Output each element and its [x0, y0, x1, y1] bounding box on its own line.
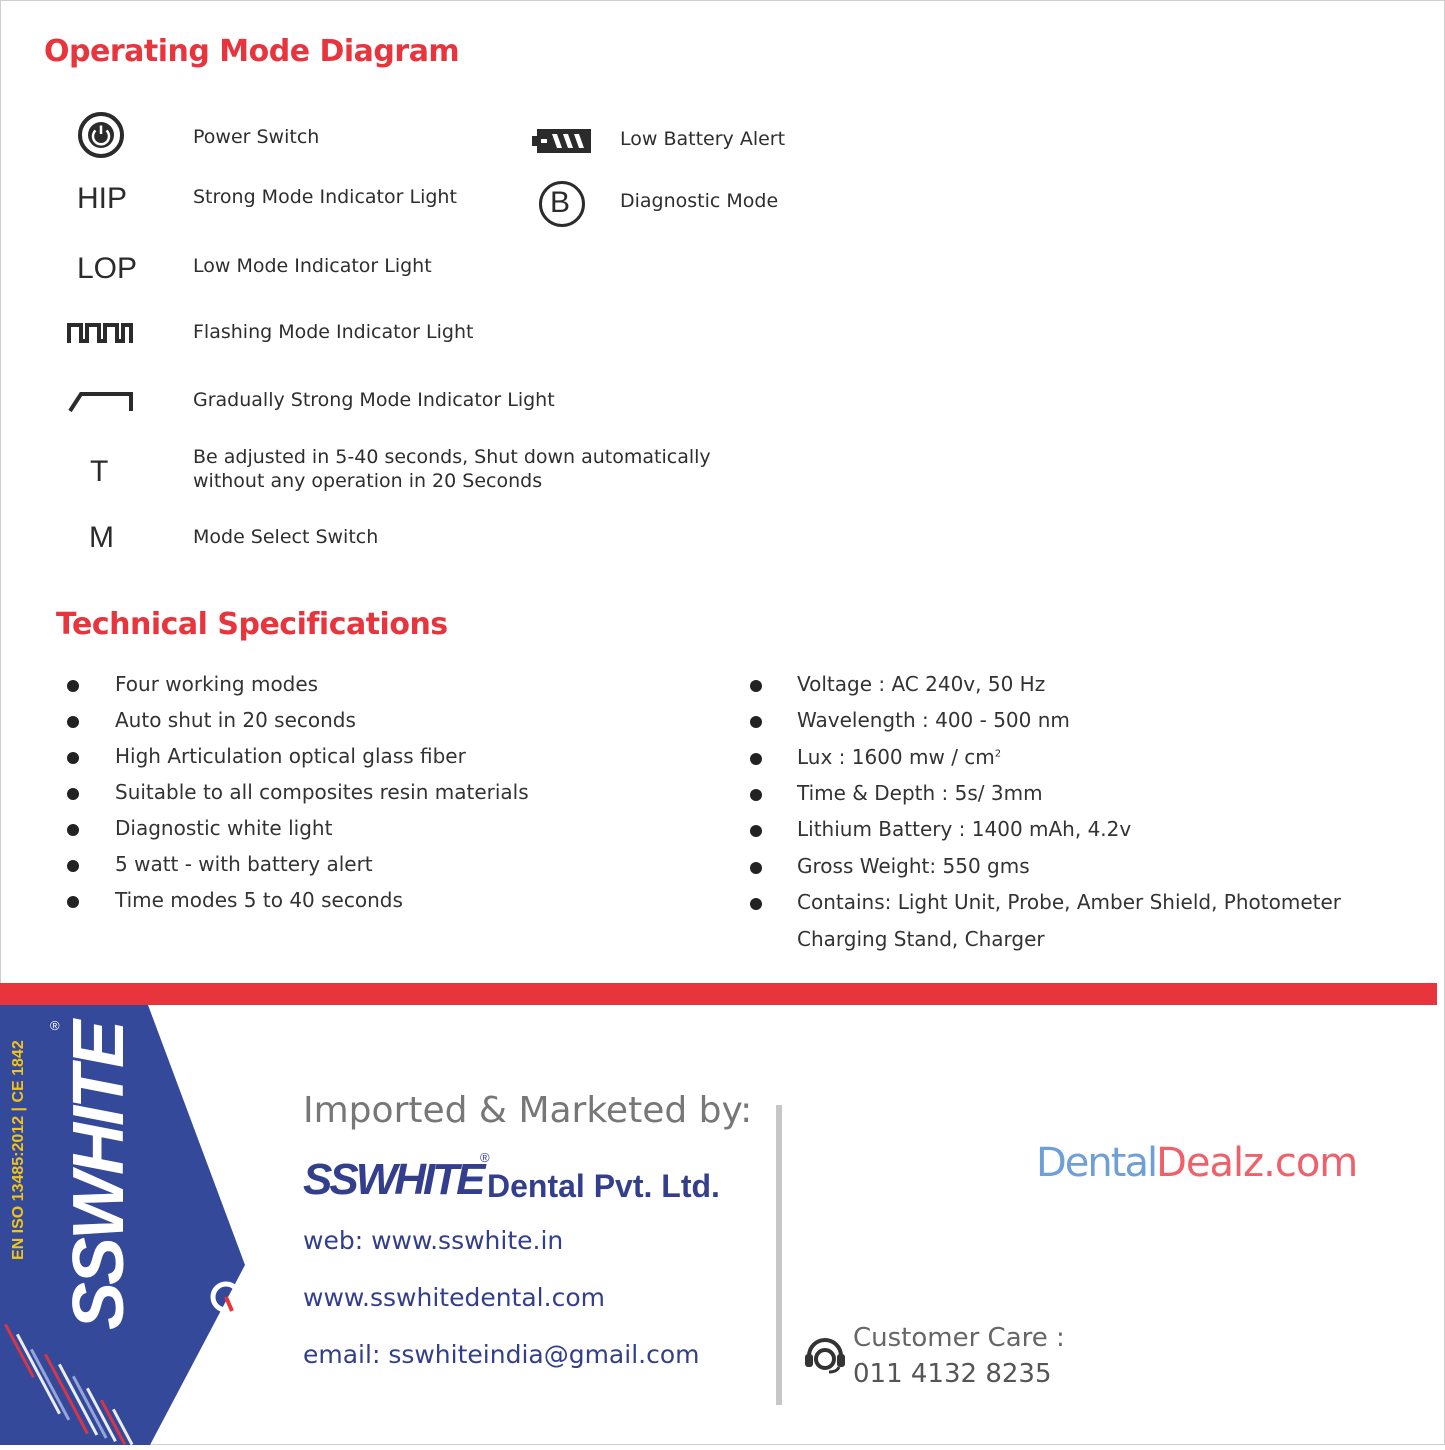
lux-superscript: 2 [994, 748, 1002, 760]
diagnostic-b-icon [538, 180, 586, 233]
spec-right-item: Wavelength : 400 - 500 nm [797, 708, 1070, 732]
spec-right-item-continued: Charging Stand, Charger [797, 927, 1045, 951]
registered-mark: ® [50, 1018, 60, 1033]
spec-right-item: Contains: Light Unit, Probe, Amber Shield, Photometer [797, 890, 1342, 914]
strong-mode-label: Strong Mode Indicator Light [193, 186, 457, 208]
spec-left-item: Diagnostic white light [115, 816, 333, 840]
spec-bullet [67, 788, 79, 800]
ramp-wave-icon [67, 389, 137, 420]
spec-right-item: Voltage : AC 240v, 50 Hz [797, 672, 1046, 696]
iso-certification-text: EN ISO 13485:2012 | CE 1842 [10, 1040, 27, 1260]
imported-by-label: Imported & Marketed by: [303, 1090, 753, 1131]
spec-bullet [67, 716, 79, 728]
company-registered-mark: ® [480, 1150, 490, 1165]
mode-select-label: Mode Select Switch [193, 526, 379, 548]
spec-bullet [750, 753, 762, 765]
low-mode-label: Low Mode Indicator Light [193, 255, 432, 277]
spec-bullet [750, 862, 762, 874]
spec-left-item: Auto shut in 20 seconds [115, 708, 356, 732]
flashing-wave-icon [67, 321, 135, 350]
spec-left-item: 5 watt - with battery alert [115, 852, 373, 876]
power-switch-label: Power Switch [193, 126, 320, 148]
hip-symbol: HIP [77, 182, 128, 215]
spec-bullet [750, 716, 762, 728]
sswhite-vertical-logo: SSWHITE [59, 1022, 139, 1330]
spec-right-item: Lithium Battery : 1400 mAh, 4.2v [797, 817, 1132, 841]
spec-left-item: High Articulation optical glass fiber [115, 744, 466, 768]
tech-specs-title: Technical Specifications [56, 607, 448, 642]
operating-mode-title: Operating Mode Diagram [44, 34, 460, 69]
spec-bullet [750, 898, 762, 910]
email-link[interactable]: email: sswhiteindia@gmail.com [303, 1340, 700, 1369]
footer-divider [776, 1105, 782, 1405]
spec-right-item: Gross Weight: 550 gms [797, 854, 1030, 878]
spec-right-item-lux [797, 745, 1001, 769]
spec-bullet [67, 896, 79, 908]
customer-care-label: Customer Care : [853, 1323, 1065, 1353]
timer-label-line1: Be adjusted in 5-40 seconds, Shut down automatically [193, 446, 711, 468]
lux-text: Lux : 1600 mw / cm [797, 745, 995, 769]
company-name: Dental Pvt. Ltd. [487, 1168, 720, 1204]
spec-left-item: Four working modes [115, 672, 319, 696]
spec-bullet [750, 789, 762, 801]
red-divider-band [0, 983, 1437, 1005]
spec-bullet [67, 860, 79, 872]
low-battery-icon [532, 127, 592, 160]
partner-part1: Dental [1036, 1140, 1157, 1186]
sswhite-company-logo: SSWHITE [303, 1155, 483, 1204]
flashing-mode-label: Flashing Mode Indicator Light [193, 321, 474, 343]
timer-label-line2: without any operation in 20 Seconds [193, 470, 543, 492]
spec-bullet [750, 680, 762, 692]
partner-part2: Dealz.com [1156, 1140, 1358, 1186]
spec-right-item: Time & Depth : 5s/ 3mm [797, 781, 1043, 805]
diagnostic-mode-label: Diagnostic Mode [620, 190, 779, 212]
spec-bullet [67, 824, 79, 836]
lop-symbol: LOP [77, 252, 138, 285]
spec-left-item: Time modes 5 to 40 seconds [115, 888, 403, 912]
power-icon [77, 111, 125, 164]
m-symbol: M [89, 521, 114, 554]
gradual-mode-label: Gradually Strong Mode Indicator Light [193, 389, 555, 411]
website-link[interactable]: web: www.sswhite.in [303, 1226, 564, 1255]
dentaldealz-logo [1036, 1140, 1357, 1186]
t-symbol: T [90, 455, 109, 488]
spec-bullet [67, 752, 79, 764]
diagnostic-b-letter: B [550, 186, 571, 219]
customer-care-phone[interactable]: 011 4132 8235 [853, 1359, 1052, 1389]
headset-icon [803, 1334, 847, 1379]
spec-left-item: Suitable to all composites resin materials [115, 780, 529, 804]
spec-bullet [750, 825, 762, 837]
website-link-2[interactable]: www.sswhitedental.com [303, 1283, 605, 1312]
low-battery-label: Low Battery Alert [620, 128, 786, 150]
spec-bullet [67, 680, 79, 692]
